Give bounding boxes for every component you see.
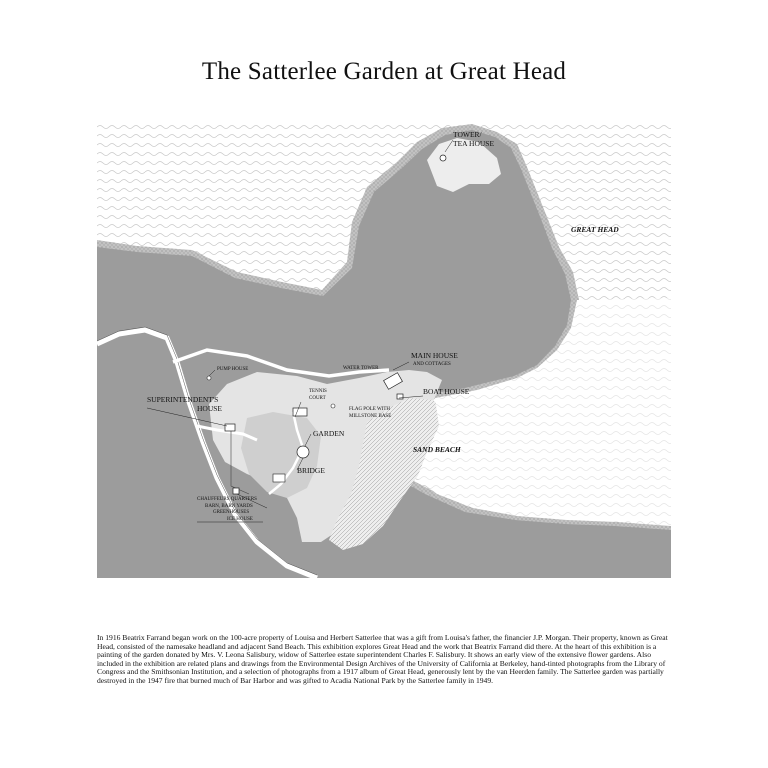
exhibition-description: In 1916 Beatrix Farrand began work on the 100-acre property of Louisa and Herbert Satterlee that was a gift from Louisa's father, the financier J.P. Morgan. Their property, known as Great Head, consisted of the namesake headland and adjacent Sand Beach. This exhibition explores Great Head and the work that Beatrix Farrand did there. At the heart of this exhibition is a painting of the garden donated by Mrs. V. Leona Salisbury, widow of Satterlee estate superintendent Charles F. Salisbury. It shows an early view of the extensive flower gardens. Also included in the exhibition are related plans and drawings from the Environmental Design Archives of the University of California at Berkeley, hand-tinted photographs from the Library of Congress and the Smithsonian Institution, and a selection of photographs from a 1917 album of Great Head, generously lent by the van Heerden family. The Satterlee garden was partially destroyed in the 1947 fire that burned much of Bar Harbor and was gifted to Acadia National Park by the Satterlee family in 1949. <box>97 633 668 685</box>
tennis-label: TENNIS <box>309 389 327 394</box>
sand-beach-label: SAND BEACH <box>413 445 461 454</box>
greenhouses-label: GREENHOUSES <box>213 510 250 515</box>
boat-house <box>397 394 403 399</box>
boat-house-label: BOAT HOUSE <box>423 387 470 396</box>
and-cottages-label: AND COTTAGES <box>413 362 451 367</box>
millstone-label: MILLSTONE BASE <box>349 414 392 419</box>
estate-map <box>97 122 671 578</box>
superintendent-label: SUPERINTENDENT'S <box>147 395 219 404</box>
flag-pole-label: FLAG POLE WITH <box>349 407 391 412</box>
water-tower-label: WATER TOWER <box>343 366 379 371</box>
chauffeurs-quarters <box>233 488 239 494</box>
tower-marker <box>440 155 446 161</box>
tennis-court <box>293 408 307 416</box>
superintendent-house <box>225 424 235 431</box>
page-title: The Satterlee Garden at Great Head <box>201 58 567 85</box>
main-house-label: MAIN HOUSE <box>411 351 458 360</box>
flag-pole-marker <box>331 404 335 408</box>
bridge-label: BRIDGE <box>297 466 325 475</box>
tea-house-label: TEA HOUSE <box>453 139 495 148</box>
barn-label: BARN, BARN YARDS <box>205 504 253 509</box>
pump-house-marker <box>207 376 211 380</box>
tower-label: TOWER/ <box>453 130 482 139</box>
chauffeurs-label: CHAUFFEURS QUARTERS <box>197 497 257 502</box>
pump-house-label: PUMP HOUSE <box>217 367 249 372</box>
house-label: HOUSE <box>197 404 223 413</box>
garden-label: GARDEN <box>313 429 345 438</box>
court-label: COURT <box>309 396 326 401</box>
garden-fountain <box>297 446 309 458</box>
ice-house-label: ICE HOUSE <box>227 517 253 522</box>
great-head-label: GREAT HEAD <box>571 225 619 234</box>
barn <box>273 474 285 482</box>
